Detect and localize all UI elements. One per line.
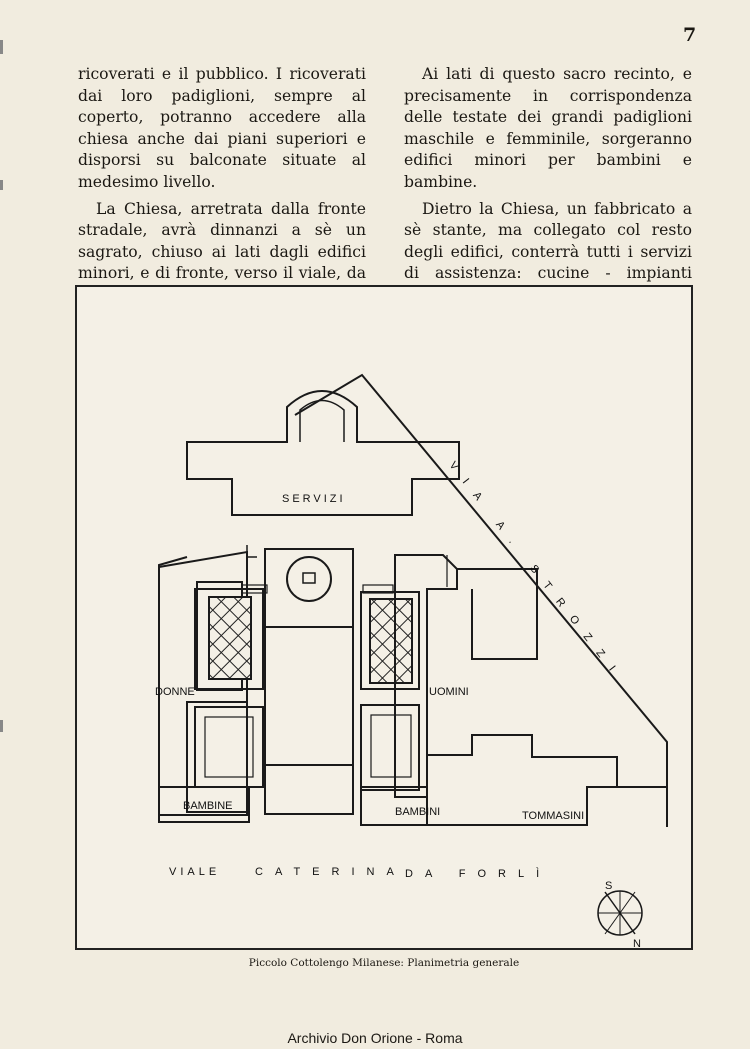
paragraph: ricoverati e il pubblico. I ricoverati dai loro padiglioni, sempre al coperto, potranno accedere alla chiesa anche dai piani superiori e disporsi su balconate situate al medesimo livello. — [78, 65, 366, 191]
compass-north-label: N — [633, 938, 641, 950]
label-uomini: UOMINI — [429, 686, 469, 698]
building-church — [265, 549, 353, 814]
street-boundary — [295, 375, 667, 827]
label-via-strozzi: VIA A. STROZZI — [446, 459, 627, 685]
margin-mark — [0, 720, 3, 732]
label-da-forli: DA FORLÌ — [405, 868, 552, 880]
label-viale: VIALE — [169, 866, 221, 878]
archive-footer: Archivio Don Orione - Roma — [287, 1030, 463, 1046]
label-bambine: BAMBINE — [183, 800, 233, 812]
label-caterina: CATERINA — [255, 866, 406, 878]
paragraph: Dietro la Chiesa, un fabbricato a sè stante, ma collegato col resto degli edifici, conterrà tutti i servizi di assistenza: cucine - impianti — [404, 199, 692, 283]
compass-south-label: S — [605, 880, 613, 892]
paragraph: Ai lati di questo sacro recinto, e precisamente in corrispondenza delle testate dei grandi padiglioni maschile e femminile, sorgeranno edifici minori per bambini e bambine. — [404, 65, 692, 191]
text-column-left — [78, 64, 366, 307]
complex-outline — [159, 552, 247, 815]
label-tommasini: TOMMASINI — [522, 810, 585, 822]
page-number: 7 — [683, 24, 697, 46]
margin-mark — [0, 40, 3, 54]
margin-mark — [0, 180, 3, 190]
label-donne: DONNE — [155, 686, 195, 698]
label-servizi: SERVIZI — [282, 493, 346, 505]
label-bambini: BAMBINI — [395, 806, 441, 818]
site-plan-drawing — [77, 287, 693, 950]
site-plan — [75, 285, 693, 950]
paragraph: La Chiesa, arretrata dalla fronte stradale, avrà dinnanzi a sè un sagrato, chiuso ai lati dagli edifici minori, e di fronte, verso il viale, da — [78, 199, 366, 283]
figure-caption: Piccolo Cottolengo Milanese: Planimetria generale — [248, 957, 520, 969]
compass-icon — [598, 891, 642, 935]
